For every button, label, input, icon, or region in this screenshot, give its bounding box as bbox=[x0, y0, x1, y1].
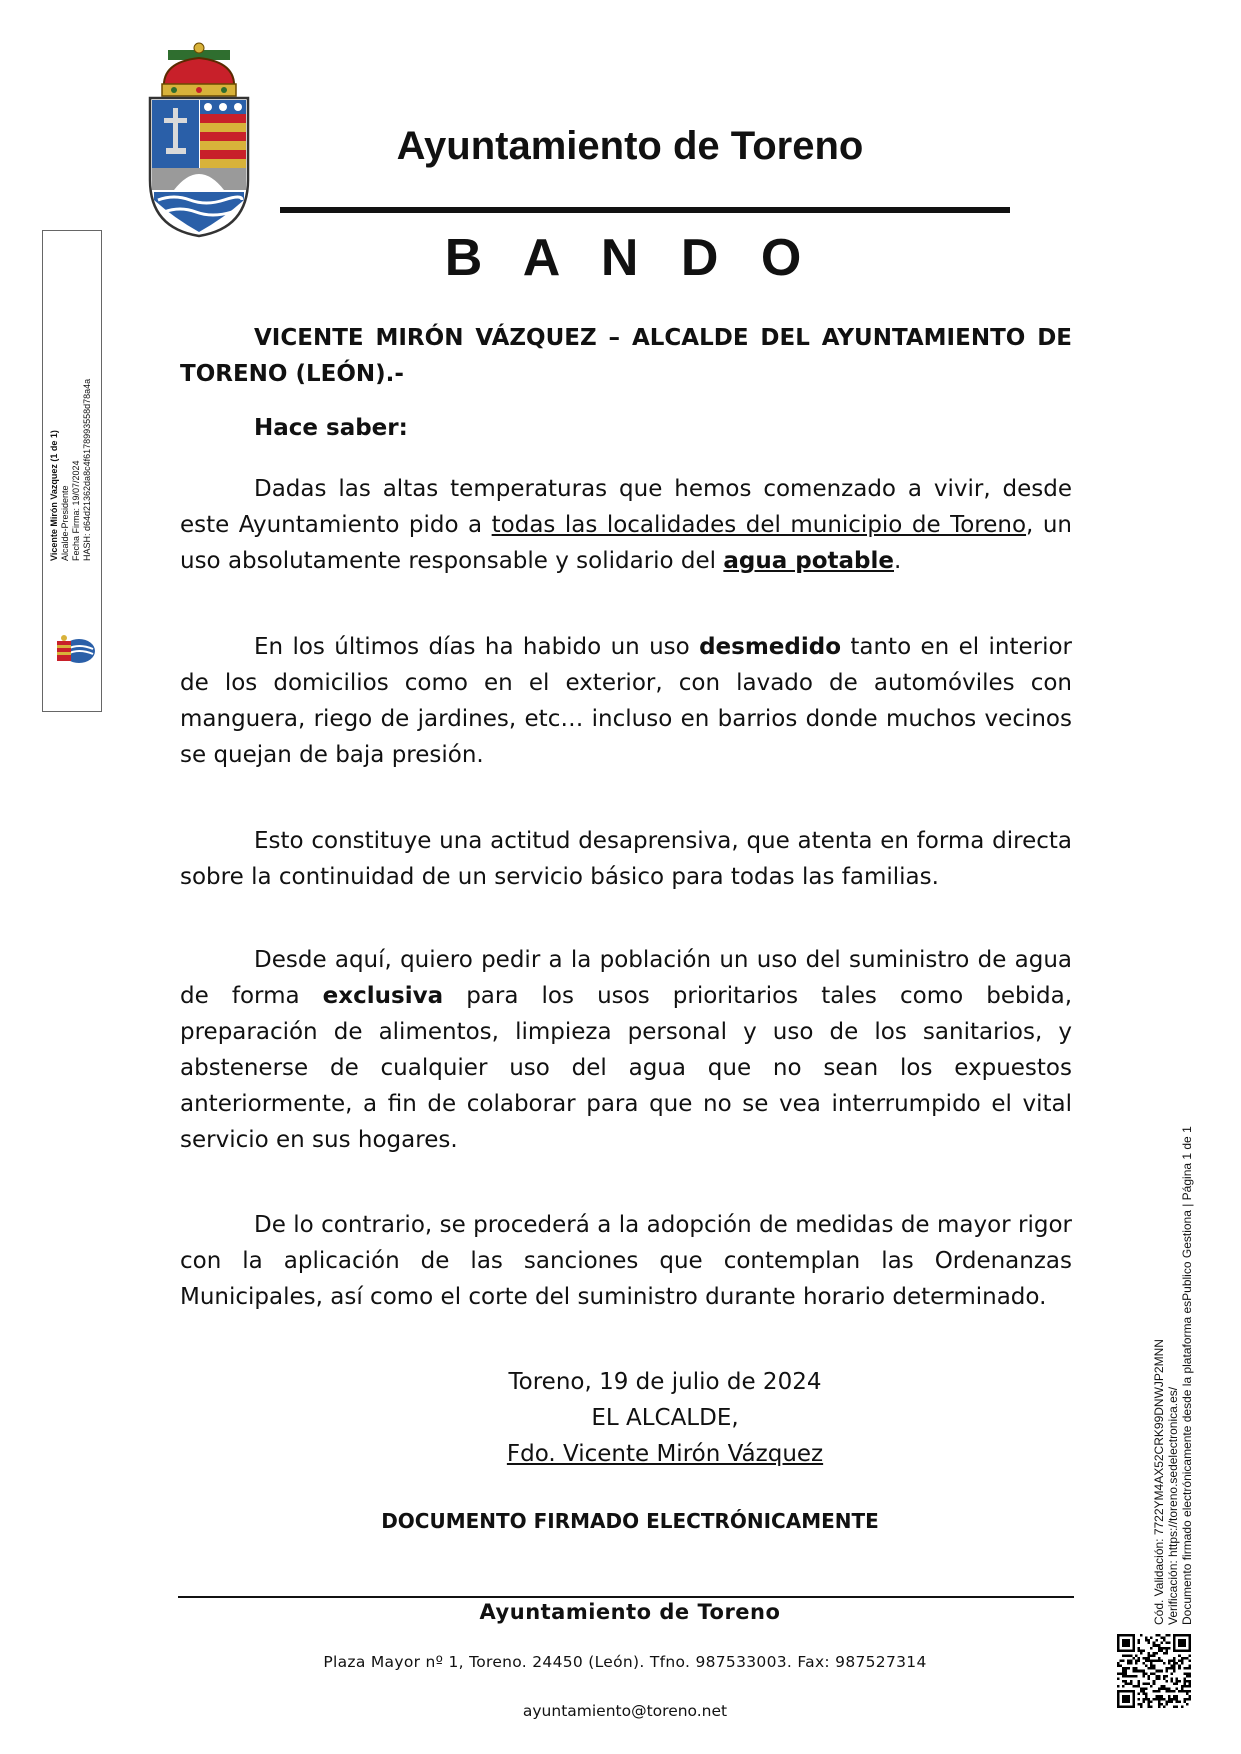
footer-organization-name: Ayuntamiento de Toreno bbox=[479, 1600, 781, 1624]
signature-stamp bbox=[42, 230, 102, 712]
stamp-hash: HASH: d64d21362da8c4f6178993558d78a4a bbox=[82, 378, 92, 561]
signature-block bbox=[400, 1364, 930, 1472]
stamp-date: Fecha Firma: 19/07/2024 bbox=[71, 460, 81, 561]
stamp-role: Alcalde-Presidente bbox=[60, 485, 70, 561]
hace-saber-heading: Hace saber: bbox=[254, 415, 408, 441]
paragraph-2-text-b: tanto en el interior de los domicilios como en el exterior, con lavado de automóviles con manguera, riego de jardines, etc… incluso en barrios donde muchos vecinos se quejan de baja presión. bbox=[180, 634, 1072, 768]
signer-role: EL ALCALDE, bbox=[591, 1405, 739, 1431]
author-line: VICENTE MIRÓN VÁZQUEZ – ALCALDE DEL AYUNTAMIENTO DE TORENO (LEÓN).- bbox=[180, 325, 1072, 387]
paragraph-4-text-a: Desde aquí, quiero pedir a la población un uso del suministro de agua de forma bbox=[180, 947, 1072, 1009]
electronic-signature-notice: DOCUMENTO FIRMADO ELECTRÓNICAMENTE bbox=[381, 1509, 879, 1533]
footer-address: Plaza Mayor nº 1, Toreno. 24450 (León). Tfno. 987533003. Fax: 987527314 bbox=[323, 1653, 927, 1671]
header-divider bbox=[280, 207, 1010, 213]
validation-url: Verificación: https://toreno.sedelectronica.es/ bbox=[1166, 1386, 1180, 1625]
paragraph-4-bold: exclusiva bbox=[322, 983, 444, 1009]
stamp-text bbox=[49, 379, 93, 561]
paragraph-1-text-b: , un uso absolutamente responsable y solidario del bbox=[180, 512, 1072, 574]
validation-code: Cód. Validación: 7722YM4AX52CRK99DNWJP2MNN bbox=[1152, 1339, 1166, 1625]
stamp-signer: Vicente Mirón Vazquez (1 de 1) bbox=[49, 430, 59, 561]
footer-email: ayuntamiento@toreno.net bbox=[522, 1702, 728, 1720]
paragraph-2-text-a: En los últimos días ha habido un uso bbox=[254, 634, 700, 660]
document-type-heading: B A N D O bbox=[444, 229, 816, 287]
footer-divider bbox=[178, 1596, 1074, 1598]
organization-title: Ayuntamiento de Toreno bbox=[396, 124, 864, 168]
validation-strip bbox=[1152, 1126, 1194, 1625]
paragraph-5: De lo contrario, se procederá a la adopción de medidas de mayor rigor con la aplicación de las sanciones que contemplan las Ordenanzas Municipales, así como el corte del suministro durante horario determinado. bbox=[180, 1212, 1072, 1310]
paragraph-2-bold: desmedido bbox=[699, 634, 842, 660]
paragraph-2 bbox=[180, 629, 1072, 773]
paragraph-1-text-a: Dadas las altas temperaturas que hemos comenzado a vivir, desde este Ayuntamiento pido a bbox=[180, 476, 1072, 538]
paragraph-4-text-b: para los usos prioritarios tales como bebida, preparación de alimentos, limpieza personal y uso de los sanitarios, y abstenerse de cualquier uso del agua que no sean los expuestos anteriormente, a fin de colaborar para que no se vea interrumpido el vital servicio en sus hogares. bbox=[180, 983, 1073, 1153]
paragraph-1-text-c: . bbox=[894, 548, 902, 574]
paragraph-1 bbox=[180, 471, 1072, 579]
signer-name: Fdo. Vicente Mirón Vázquez bbox=[506, 1441, 824, 1467]
paragraph-1-underlined: todas las localidades del municipio de Toreno bbox=[491, 512, 1027, 538]
paragraph-3: Esto constituye una actitud desaprensiva, que atenta en forma directa sobre la continuidad de un servicio básico para todas las familias. bbox=[180, 828, 1072, 890]
place-date: Toreno, 19 de julio de 2024 bbox=[508, 1369, 822, 1395]
stamp-seal-icon bbox=[49, 631, 97, 671]
qr-code-icon bbox=[1117, 1634, 1191, 1708]
paragraph-4 bbox=[180, 942, 1072, 1158]
validation-platform: Documento firmado electrónicamente desde la plataforma esPublico Gestiona | Página 1 de 1 bbox=[1180, 1126, 1194, 1625]
paragraph-1-bold-underlined: agua potable bbox=[723, 548, 894, 574]
coat-of-arms-logo bbox=[144, 40, 254, 240]
